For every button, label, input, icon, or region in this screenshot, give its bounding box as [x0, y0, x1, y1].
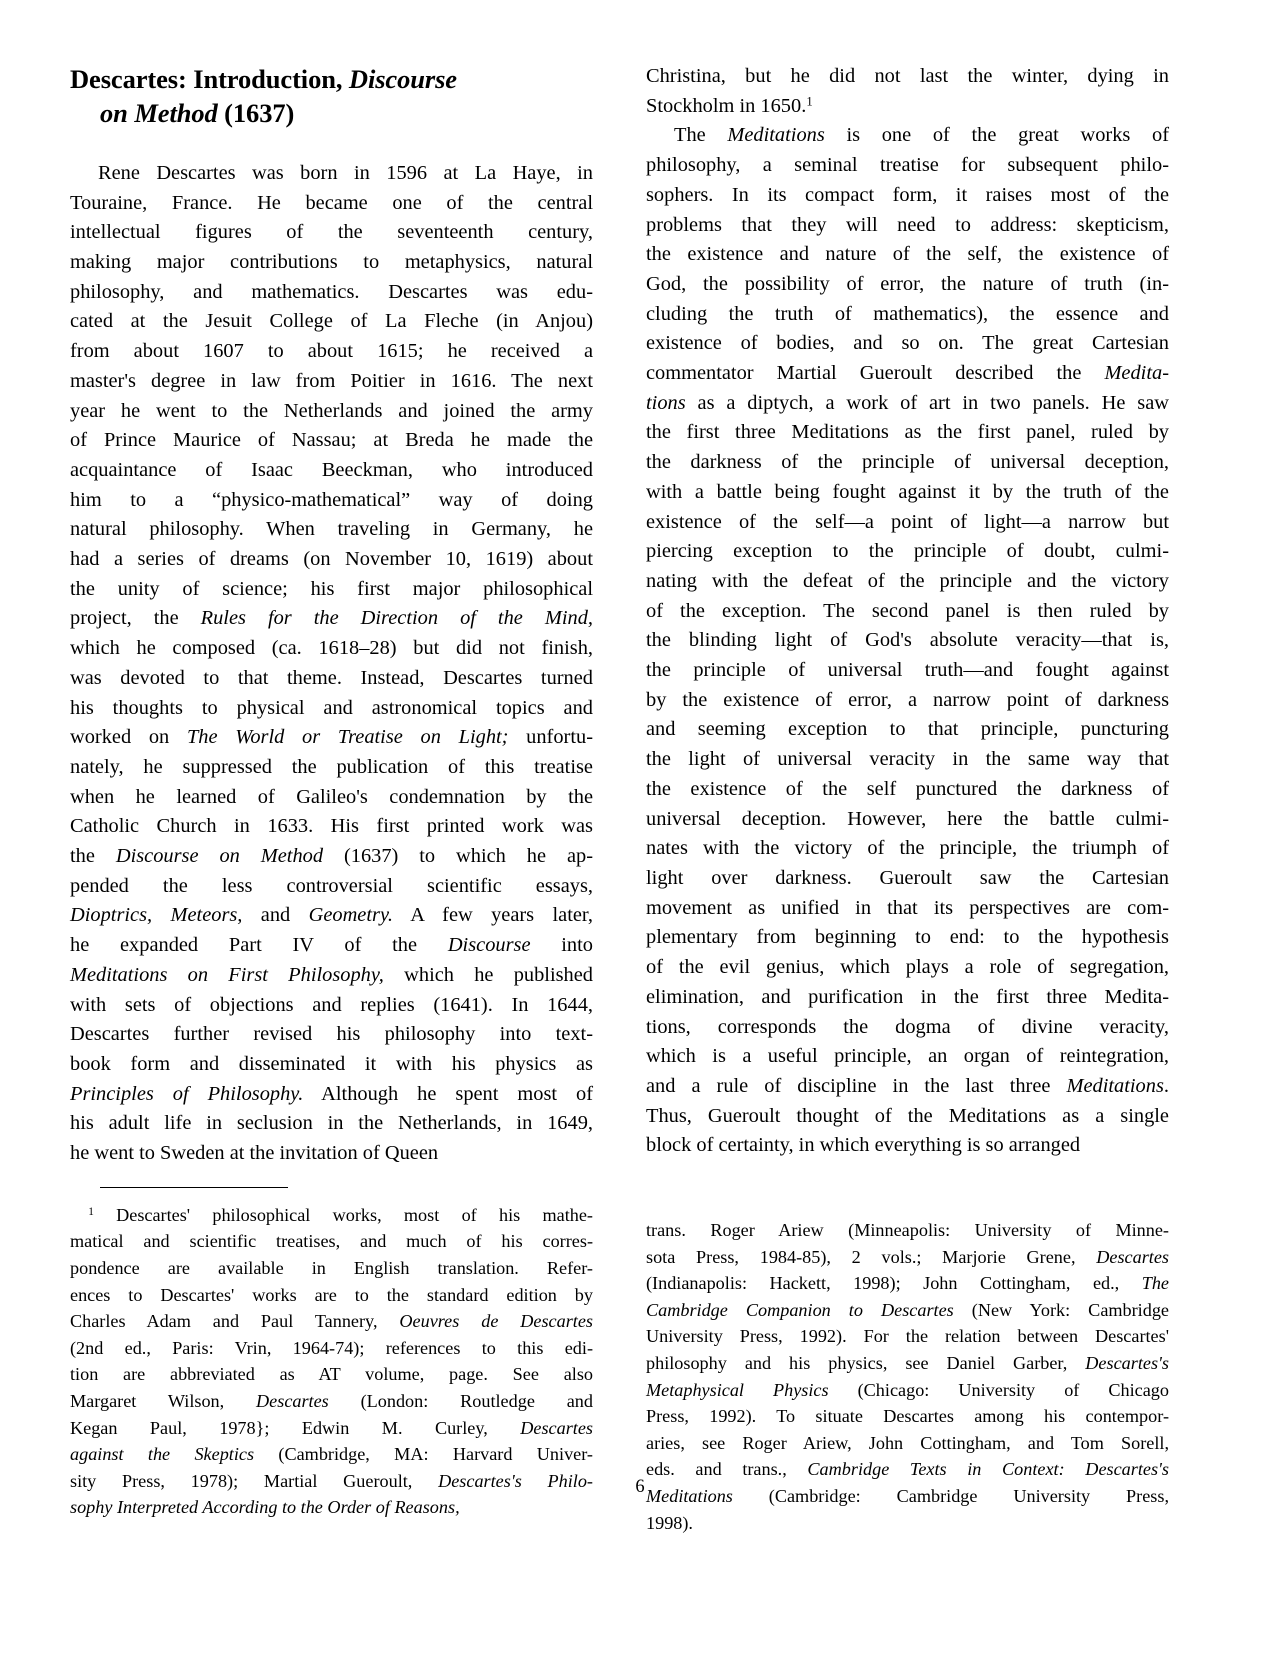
- italic-title: Meditations: [646, 1485, 733, 1506]
- italic-title: against the Skeptics: [70, 1444, 255, 1465]
- text-line: The Meditations is one of the great works of: [674, 124, 1169, 147]
- italic-title: Companion to Descartes: [745, 1299, 954, 1320]
- text-line: Descartes further revised his philosophy into text-: [70, 1023, 593, 1046]
- italic-title: Meditations: [727, 124, 825, 147]
- text-line: sity Press, 1978); Martial Gueroult, Descartes's Philo-: [70, 1470, 593, 1491]
- text-line: he expanded Part IV of the Discourse into: [70, 934, 593, 957]
- title-line-2: [70, 96, 593, 130]
- text-line: block of certainty, in which everything is so arranged: [646, 1134, 1081, 1157]
- italic-title: Descartes's: [1085, 1352, 1169, 1373]
- italic-title: Cambridge Texts in Context: Descartes's: [807, 1459, 1170, 1480]
- footnote-one: [70, 1202, 593, 1521]
- footnote-separator-rule: [100, 1187, 288, 1188]
- left-column: [70, 62, 593, 1536]
- text-line: the unity of science; his first major philosophical: [70, 577, 593, 600]
- text-line: intellectual figures of the seventeenth century,: [70, 221, 593, 244]
- italic-title: Discourse: [447, 934, 531, 957]
- text-line: Christina, but he did not last the winter, dying in: [646, 65, 1169, 87]
- text-line: which he composed (ca. 1618–28) but did not finish,: [70, 637, 593, 660]
- text-line: the existence of the self punctured the darkness of: [646, 777, 1169, 800]
- text-line: light over darkness. Gueroult saw the Cartesian: [646, 866, 1169, 889]
- text-line: Rene Descartes was born in 1596 at La Haye, in: [98, 161, 593, 184]
- text-line: $^1$ Descartes' philosophical works, most of his mathe-: [88, 1204, 593, 1225]
- text-line: movement as unified in that its perspectives are com-: [646, 896, 1169, 919]
- text-line: had a series of dreams (on November 10, 1619) about: [70, 548, 593, 571]
- two-column-layout: [70, 62, 1170, 1536]
- body-paragraph-christina: [646, 62, 1169, 121]
- text-line: sophers. In its compact form, it raises most of the: [646, 183, 1169, 206]
- text-line: [70, 1494, 593, 1521]
- text-line: cated at the Jesuit College of La Fleche (in Anjou): [70, 310, 593, 333]
- italic-title: tions: [646, 391, 686, 414]
- text-line: was devoted to that theme. Instead, Descartes turned: [70, 666, 593, 689]
- italic-title: Cambridge: [646, 1299, 728, 1320]
- text-line: pended the less controversial scientific essays,: [70, 874, 593, 897]
- text-line: which is a useful principle, an organ of reintegration,: [646, 1045, 1169, 1068]
- italic-title: Descartes: [256, 1390, 329, 1411]
- text-line: acquaintance of Isaac Beeckman, who introduced: [70, 458, 593, 481]
- text-line: from about 1607 to about 1615; he received a: [70, 340, 593, 363]
- text-line: and seeming exception to that principle, puncturing: [646, 718, 1169, 741]
- text-line: his thoughts to physical and astronomical topics and: [70, 696, 593, 719]
- text-line: existence of bodies, and so on. The great Cartesian: [646, 332, 1169, 355]
- text-line: Cambridge Companion to Descartes (New York: Cambridge: [646, 1299, 1169, 1320]
- text-line: by the existence of error, a narrow point of darkness: [646, 688, 1169, 711]
- text-line: 1998).: [646, 1512, 693, 1533]
- left-column-body: [70, 62, 593, 1169]
- text-line: sota Press, 1984-85), 2 vols.; Marjorie Grene, Descartes: [646, 1246, 1169, 1267]
- text-line: project, the Rules for the Direction of the Mind,: [70, 607, 593, 630]
- body-paragraph-biography: [70, 159, 593, 1169]
- text-line: of the exception. The second panel is then ruled by: [646, 599, 1169, 622]
- footnote-spacer: [646, 1161, 1169, 1217]
- text-line: philosophy, and mathematics. Descartes was edu-: [70, 280, 593, 303]
- text-line: his adult life in seclusion in the Netherlands, in 1649,: [70, 1112, 593, 1135]
- title-italic-discourse: Discourse: [348, 64, 457, 94]
- text-line: the principle of universal truth—and fought against: [646, 659, 1169, 682]
- text-line: and a rule of discipline in the last three Meditations.: [646, 1074, 1169, 1097]
- text-line: piercing exception to the principle of doubt, culmi-: [646, 540, 1169, 563]
- text-line: (2nd ed., Paris: Vrin, 1964-74); references to this edi-: [70, 1337, 593, 1358]
- text-line: the darkness of the principle of universal deception,: [646, 451, 1169, 474]
- text-line: tion are abbreviated as AT volume, page. See also: [70, 1364, 593, 1385]
- text-line: worked on The World or Treatise on Light; unfortu-: [70, 726, 593, 749]
- footnote-reference-marker[interactable]: 1: [806, 94, 813, 109]
- text-line: making major contributions to metaphysics, natural: [70, 250, 593, 273]
- text-line: the existence and nature of the self, the existence of: [646, 243, 1169, 266]
- text-line: ences to Descartes' works are to the standard edition by: [70, 1284, 593, 1305]
- footnote-number-marker: 1: [88, 1205, 94, 1218]
- text-line: master's degree in law from Poitier in 1616. The next: [70, 369, 593, 392]
- text-line: philosophy and his physics, see Daniel Garber, Descartes's: [646, 1352, 1169, 1373]
- text-line: Principles of Philosophy. Although he spent most of: [70, 1082, 593, 1105]
- text-line: aries, see Roger Ariew, John Cottingham, and Tom Sorell,: [646, 1432, 1169, 1453]
- italic-title: Meditations on First Philosophy,: [70, 963, 384, 986]
- italic-title: Metaphysical Physics: [646, 1379, 829, 1400]
- italic-title: Discourse on Method: [115, 845, 324, 868]
- title-prefix: Descartes: Introduction,: [70, 64, 349, 94]
- text-line: matical and scientific treatises, and much of his corres-: [70, 1231, 593, 1252]
- text-line: pondence are available in English translation. Refer-: [70, 1257, 593, 1278]
- italic-title: Principles of Philosophy.: [70, 1082, 304, 1105]
- italic-title: Descartes's Philo-: [438, 1470, 593, 1491]
- italic-title: Rules for the Direction of the Mind,: [200, 607, 593, 630]
- italic-title: Dioptrics, Meteors,: [70, 904, 243, 927]
- italic-title: Geometry.: [308, 904, 393, 927]
- text-line: the first three Meditations as the first panel, ruled by: [646, 421, 1169, 444]
- text-line: Stockholm in 1650.$^1$: [646, 94, 813, 117]
- text-line: nating with the defeat of the principle and the victory: [646, 569, 1169, 592]
- text-line: when he learned of Galileo's condemnation by the: [70, 785, 593, 808]
- title-italic-on-method: on Method: [100, 98, 218, 129]
- text-line: commentator Martial Gueroult described the Medita-: [646, 362, 1169, 385]
- text-line: Thus, Gueroult thought of the Meditations as a single: [646, 1104, 1169, 1127]
- text-line: Kegan Paul, 1978}; Edwin M. Curley, Descartes: [70, 1417, 593, 1438]
- italic-title: Oeuvres de Descartes: [399, 1311, 594, 1332]
- text-line: Meditations on First Philosophy, which he published: [70, 963, 593, 986]
- right-column-body: [646, 62, 1169, 1161]
- text-line: of the evil genius, which plays a role of segregation,: [646, 956, 1169, 979]
- text-line: Press, 1992). To situate Descartes among his contempor-: [646, 1406, 1169, 1427]
- text-line: (Indianapolis: Hackett, 1998); John Cottingham, ed., The: [646, 1273, 1169, 1294]
- text-line: problems that they will need to address: skepticism,: [646, 213, 1169, 236]
- italic-title: Meditations: [1066, 1074, 1164, 1097]
- text-line: Dioptrics, Meteors, and Geometry. A few years later,: [70, 904, 593, 927]
- title-year: (1637): [217, 98, 295, 129]
- right-column: [646, 62, 1169, 1536]
- text-line: nates with the victory of the principle, the triumph of: [646, 837, 1169, 860]
- text-line: trans. Roger Ariew (Minneapolis: University of Minne-: [646, 1220, 1169, 1241]
- text-line: eds. and trans., Cambridge Texts in Context: Descartes's: [646, 1459, 1170, 1480]
- text-line: cluding the truth of mathematics), the essence and: [646, 302, 1169, 325]
- text-line: with a battle being fought against it by the truth of the: [646, 480, 1169, 503]
- text-line: he went to Sweden at the invitation of Queen: [70, 1142, 439, 1165]
- text-line: with sets of objections and replies (1641). In 1644,: [70, 993, 593, 1016]
- text-line: tions as a diptych, a work of art in two panels. He saw: [646, 391, 1169, 414]
- page-number: 6: [635, 1477, 645, 1497]
- text-line: existence of the self—a point of light—a narrow but: [646, 510, 1169, 533]
- text-line: the blinding light of God's absolute veracity—that is,: [646, 629, 1169, 652]
- text-line: elimination, and purification in the first three Medita-: [646, 985, 1169, 1008]
- text-line: Metaphysical Physics (Chicago: University of Chicago: [646, 1379, 1169, 1400]
- text-line: against the Skeptics (Cambridge, MA: Harvard Univer-: [70, 1444, 593, 1465]
- title-line-1: [70, 64, 457, 94]
- text-line: Touraine, France. He became one of the central: [70, 191, 593, 214]
- italic-title: The: [1141, 1273, 1169, 1294]
- italic-title: Descartes: [520, 1417, 593, 1438]
- text-line: tions, corresponds the dogma of divine veracity,: [646, 1015, 1169, 1038]
- italic-title: Medita-: [1104, 362, 1169, 385]
- text-line: nately, he suppressed the publication of this treatise: [70, 755, 593, 778]
- text-line: year he went to the Netherlands and joined the army: [70, 399, 593, 422]
- text-line: book form and disseminated it with his physics as: [70, 1052, 593, 1075]
- italic-title: The World or Treatise on Light;: [186, 726, 509, 749]
- text-line: Meditations (Cambridge: Cambridge University Press,: [646, 1485, 1169, 1506]
- text-line: universal deception. However, here the battle culmi-: [646, 807, 1169, 830]
- text-line: philosophy, a seminal treatise for subsequent philo-: [646, 154, 1169, 177]
- text-line: Charles Adam and Paul Tannery, Oeuvres de Descartes: [70, 1311, 594, 1332]
- body-paragraph-meditations: [646, 121, 1169, 1161]
- text-line: the light of universal veracity in the same way that: [646, 748, 1169, 771]
- text-line: plementary from beginning to end: to the hypothesis: [646, 926, 1169, 949]
- text-line: him to a “physico-mathematical” way of doing: [70, 488, 593, 511]
- text-line: of Prince Maurice of Nassau; at Breda he made the: [70, 429, 593, 452]
- text-line: natural philosophy. When traveling in Germany, he: [70, 518, 593, 541]
- text-line: Margaret Wilson, Descartes (London: Routledge and: [70, 1390, 593, 1411]
- text-line: God, the possibility of error, the nature of truth (in-: [646, 272, 1169, 295]
- page-title: [70, 62, 593, 131]
- italic-title: sophy Interpreted According to the Order of Reasons,: [70, 1497, 460, 1518]
- text-line: the Discourse on Method (1637) to which he ap-: [70, 845, 594, 868]
- text-line: Catholic Church in 1633. His first printed work was: [70, 815, 593, 838]
- text-line: University Press, 1992). For the relation between Descartes': [646, 1326, 1169, 1347]
- italic-title: Descartes: [1096, 1246, 1169, 1267]
